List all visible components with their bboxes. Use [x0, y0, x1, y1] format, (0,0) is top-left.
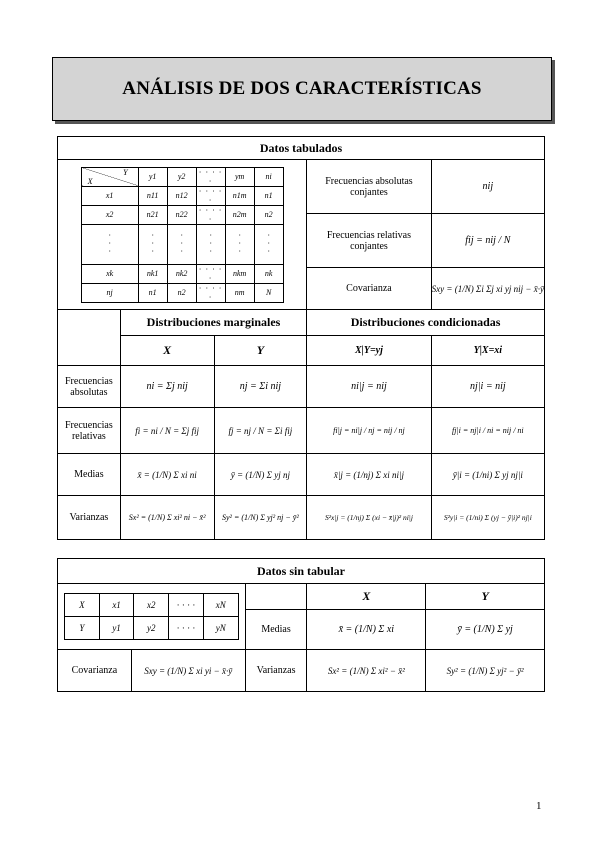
grid-cell: · · ·: [225, 224, 254, 264]
rel-joint-label: Frecuencias relativas conjantes: [307, 214, 431, 268]
grid-cell: xk: [81, 264, 138, 283]
grid-cell: nm: [225, 283, 254, 302]
grid-cell: n2: [254, 205, 283, 224]
grid-cell: x1: [99, 594, 134, 617]
formula-cell: Sy² = (1/N) Σ yj² nj − ȳ²: [214, 496, 307, 540]
page-number: 1: [536, 800, 542, 812]
raw-data-grid-cell: [58, 584, 246, 650]
row-label: Frecuencias relativas: [58, 408, 121, 454]
formula-cell: nj = Σi nij: [214, 366, 307, 408]
frequency-grid-cell: [58, 160, 307, 310]
grid-cell: n2m: [225, 205, 254, 224]
grid-cell: yN: [203, 617, 238, 640]
grid-cell: · · ·: [167, 224, 196, 264]
grid-header-cell: ym: [225, 167, 254, 186]
formula-cell: ȳ|i = (1/ni) Σ yj nj|i: [431, 454, 544, 496]
frequency-grid: [81, 167, 284, 303]
grid-cell: · · · ·: [169, 617, 204, 640]
grid-cell: · · · · ·: [196, 205, 225, 224]
formula-cell: fj = nj / N = Σi fij: [214, 408, 307, 454]
col-y: Y: [214, 336, 307, 366]
covariance-label: Covarianza: [58, 650, 132, 692]
page-title: ANÁLISIS DE DOS CARACTERÍSTICAS: [122, 78, 482, 99]
grid-cell: · · ·: [254, 224, 283, 264]
grid-cell: n1m: [225, 186, 254, 205]
grid-cell: Y: [65, 617, 100, 640]
col-x-cond: X|Y=yj: [307, 336, 431, 366]
blank-cell: [245, 584, 307, 610]
covariance-formula: Sxy = (1/N) Σ xi yi − x̄·ȳ: [131, 650, 245, 692]
section-header-tabulated: Datos tabulados: [58, 137, 545, 160]
grid-cell: x1: [81, 186, 138, 205]
grid-cell: n22: [167, 205, 196, 224]
grid-cell: · · ·: [138, 224, 167, 264]
grid-header-cell: y2: [167, 167, 196, 186]
variances-label: Varianzas: [245, 650, 307, 692]
grid-cell: · · · · ·: [196, 283, 225, 302]
formula-cell: S²y|i = (1/ni) Σ (yj − ȳ|i)² nj|i: [431, 496, 544, 540]
grid-cell: y1: [99, 617, 134, 640]
corner-y-label: Y: [123, 167, 128, 177]
grid-cell: N: [254, 283, 283, 302]
grid-cell: n1: [138, 283, 167, 302]
grid-header-cell: y1: [138, 167, 167, 186]
grid-cell: X: [65, 594, 100, 617]
section-header-untabulated: Datos sin tabular: [58, 559, 545, 584]
grid-cell: nkm: [225, 264, 254, 283]
grid-cell: · · ·: [81, 224, 138, 264]
means-label: Medias: [245, 610, 307, 650]
covariance-formula: Sxy = (1/N) Σi Σj xi yj nij − x̄·ȳ: [431, 268, 544, 310]
formula-cell: ȳ = (1/N) Σ yj nj: [214, 454, 307, 496]
formula-cell: S²x|j = (1/nj) Σ (xi − x̄|j)² ni|j: [307, 496, 431, 540]
grid-cell: xN: [203, 594, 238, 617]
abs-joint-formula: nij: [431, 160, 544, 214]
var-x-formula: Sx² = (1/N) Σ xi² − x̄²: [307, 650, 426, 692]
blank-cell: [58, 310, 121, 366]
grid-cell: n12: [167, 186, 196, 205]
grid-corner: [81, 167, 138, 186]
formula-cell: fi = ni / N = Σj fij: [120, 408, 214, 454]
grid-cell: x2: [81, 205, 138, 224]
grid-cell: n2: [167, 283, 196, 302]
formula-cell: nj|i = nij: [431, 366, 544, 408]
grid-header-cell: ni: [254, 167, 283, 186]
row-label: Frecuencias absolutas: [58, 366, 121, 408]
mean-y-formula: ȳ = (1/N) Σ yj: [426, 610, 545, 650]
col-y-cond: Y|X=xi: [431, 336, 544, 366]
tabulated-data-table: [57, 136, 545, 540]
untabulated-data-table: [57, 558, 545, 692]
grid-cell: nj: [81, 283, 138, 302]
grid-header-cell: · · · · ·: [196, 167, 225, 186]
grid-cell: nk2: [167, 264, 196, 283]
grid-cell: · · · · ·: [196, 186, 225, 205]
row-label: Medias: [58, 454, 121, 496]
grid-cell: · · · ·: [169, 594, 204, 617]
row-label: Varianzas: [58, 496, 121, 540]
conditional-header: Distribuciones condicionadas: [307, 310, 545, 336]
formula-cell: ni|j = nij: [307, 366, 431, 408]
formula-cell: fi|j = ni|j / nj = nij / nj: [307, 408, 431, 454]
abs-joint-label: Frecuencias absolutas conjantes: [307, 160, 431, 214]
col-x: X: [307, 584, 426, 610]
formula-cell: Sx² = (1/N) Σ xi² ni − x̄²: [120, 496, 214, 540]
rel-joint-formula: fij = nij / N: [431, 214, 544, 268]
grid-cell: x2: [134, 594, 169, 617]
grid-cell: y2: [134, 617, 169, 640]
formula-cell: x̄ = (1/N) Σ xi ni: [120, 454, 214, 496]
raw-data-grid: [64, 593, 239, 640]
covariance-label: Covarianza: [307, 268, 431, 310]
grid-cell: n21: [138, 205, 167, 224]
formula-cell: fj|i = nj|i / ni = nij / ni: [431, 408, 544, 454]
grid-cell: n1: [254, 186, 283, 205]
var-y-formula: Sy² = (1/N) Σ yj² − ȳ²: [426, 650, 545, 692]
grid-cell: nk1: [138, 264, 167, 283]
grid-cell: n11: [138, 186, 167, 205]
title-box: [52, 57, 552, 121]
marginal-header: Distribuciones marginales: [120, 310, 306, 336]
grid-cell: · · · · ·: [196, 264, 225, 283]
corner-x-label: X: [87, 176, 93, 186]
formula-cell: ni = Σj nij: [120, 366, 214, 408]
mean-x-formula: x̄ = (1/N) Σ xi: [307, 610, 426, 650]
grid-cell: · · ·: [196, 224, 225, 264]
grid-cell: nk: [254, 264, 283, 283]
col-y: Y: [426, 584, 545, 610]
col-x: X: [120, 336, 214, 366]
formula-cell: x̄|j = (1/nj) Σ xi ni|j: [307, 454, 431, 496]
